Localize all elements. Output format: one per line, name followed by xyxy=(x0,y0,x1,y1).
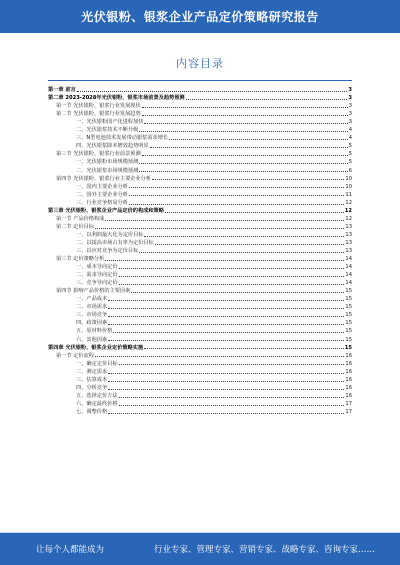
toc-entry[interactable] xyxy=(48,110,352,118)
toc-leader-dots xyxy=(139,171,347,172)
toc-entry[interactable] xyxy=(48,134,352,142)
toc-leader-dots xyxy=(142,155,348,156)
toc-entry[interactable] xyxy=(48,384,352,392)
toc-entry[interactable] xyxy=(48,158,352,166)
toc-leader-dots xyxy=(95,356,344,357)
table-of-contents xyxy=(48,86,352,506)
toc-entry-text: 五、选择定价方法 xyxy=(76,392,118,399)
toc-entry-text: 第四章 光伏银粉、银浆企业定价策略实施 xyxy=(48,344,144,351)
toc-page-number: 14 xyxy=(345,256,352,263)
toc-leader-dots xyxy=(105,260,344,261)
toc-entry[interactable] xyxy=(48,279,352,287)
toc-entry[interactable] xyxy=(48,295,352,303)
toc-leader-dots xyxy=(119,397,345,398)
toc-page-number: 5 xyxy=(348,151,352,158)
toc-entry-text: 第一章 前言 xyxy=(48,87,76,94)
toc-leader-dots xyxy=(119,364,345,365)
toc-leader-dots xyxy=(139,163,347,164)
toc-entry[interactable] xyxy=(48,183,352,191)
toc-page-number: 15 xyxy=(345,296,352,303)
toc-entry-text: 第二节 定价目标 xyxy=(56,223,94,230)
toc-entry-text: 二、国外主要企业分析 xyxy=(76,191,128,198)
footer-expert-list: 行业专家、管理专家、营销专家、战略专家、咨询专家…… xyxy=(154,545,376,555)
toc-entry-text: 五、原材料价格 xyxy=(76,328,113,335)
toc-entry[interactable] xyxy=(48,191,352,199)
toc-entry[interactable] xyxy=(48,352,352,360)
toc-entry-text: 六、确定最终价格 xyxy=(76,400,118,407)
toc-page-number: 13 xyxy=(345,247,352,254)
toc-page-number: 17 xyxy=(345,400,352,407)
toc-entry[interactable] xyxy=(48,118,352,126)
toc-page-number: 17 xyxy=(345,408,352,415)
toc-leader-dots xyxy=(139,252,344,253)
toc-leader-dots xyxy=(119,268,345,269)
toc-entry-text: 七、调整价格 xyxy=(76,408,108,415)
toc-entry[interactable] xyxy=(48,86,352,94)
toc-entry[interactable] xyxy=(48,392,352,400)
toc-leader-dots xyxy=(142,115,348,116)
toc-entry-text: 六、其他因素 xyxy=(76,336,108,343)
toc-entry-text: 一、以利润最大化为定价目标 xyxy=(76,231,144,238)
toc-entry-text: 四、政策因素 xyxy=(76,320,108,327)
toc-entry-text: 三、估算成本 xyxy=(76,376,108,383)
toc-entry-text: 三、行业竞争格局分析 xyxy=(76,199,128,206)
toc-leader-dots xyxy=(165,212,344,213)
toc-leader-dots xyxy=(152,179,344,180)
toc-entry[interactable] xyxy=(48,223,352,231)
toc-entry[interactable] xyxy=(48,142,352,150)
toc-page-number: 16 xyxy=(345,360,352,367)
report-header xyxy=(0,0,400,33)
toc-leader-dots xyxy=(119,405,345,406)
toc-leader-dots xyxy=(155,244,345,245)
toc-leader-dots xyxy=(150,147,348,148)
toc-entry-text: 第四节 光伏银粉、银浆行业主要企业分析 xyxy=(56,175,152,182)
toc-entry-text: 第二章 2023-2028年光伏银粉、银浆市场前景及趋势预测 xyxy=(48,95,185,102)
toc-entry[interactable] xyxy=(48,239,352,247)
toc-page-number: 3 xyxy=(348,87,352,94)
toc-leader-dots xyxy=(108,300,344,301)
toc-entry-text: 第一节 光伏银粉、银浆行业发展现状 xyxy=(56,103,141,110)
toc-entry-text: 一、产品成本 xyxy=(76,296,108,303)
toc-entry[interactable] xyxy=(48,311,352,319)
toc-leader-dots xyxy=(108,373,344,374)
toc-page-number: 10 xyxy=(345,183,352,190)
toc-leader-dots xyxy=(144,236,344,237)
toc-page-number: 16 xyxy=(345,376,352,383)
toc-leader-dots xyxy=(108,413,344,414)
toc-leader-dots xyxy=(144,123,347,124)
toc-page-number: 6 xyxy=(348,167,352,174)
toc-leader-dots xyxy=(144,348,344,349)
toc-page-number: 16 xyxy=(345,384,352,391)
toc-page-number: 15 xyxy=(345,312,352,319)
toc-leader-dots xyxy=(142,107,348,108)
toc-entry-text: 二、光伏银浆市场规模预测 xyxy=(76,167,139,174)
toc-entry[interactable] xyxy=(48,94,352,102)
toc-page-number: 12 xyxy=(345,215,352,222)
report-footer xyxy=(0,533,400,565)
toc-entry[interactable] xyxy=(48,207,352,215)
toc-entry-text: 一、光伏银粉国产化进程加快 xyxy=(76,119,144,126)
toc-leader-dots xyxy=(108,324,344,325)
toc-entry[interactable] xyxy=(48,102,352,110)
toc-entry-text: 第二节 光伏银粉、银浆行业发展趋势 xyxy=(56,111,141,118)
toc-entry[interactable] xyxy=(48,408,352,416)
toc-page-number: 13 xyxy=(345,231,352,238)
toc-entry[interactable] xyxy=(48,327,352,335)
toc-leader-dots xyxy=(119,276,345,277)
toc-page-number: 3 xyxy=(348,119,352,126)
toc-page-number: 15 xyxy=(344,344,352,351)
toc-leader-dots xyxy=(108,381,344,382)
toc-entry-text: 四、分析竞争 xyxy=(76,384,108,391)
toc-page-number: 15 xyxy=(345,288,352,295)
toc-page-number: 10 xyxy=(345,175,352,182)
toc-entry-text: 第一节 产品价格构成 xyxy=(56,215,105,222)
toc-entry[interactable] xyxy=(48,166,352,174)
toc-entry[interactable] xyxy=(48,287,352,295)
toc-entry[interactable] xyxy=(48,263,352,271)
toc-entry[interactable] xyxy=(48,344,352,352)
toc-leader-dots xyxy=(169,139,348,140)
toc-entry-text: 二、需求导向定价 xyxy=(76,272,118,279)
toc-page-number: 5 xyxy=(348,159,352,166)
report-title: 光伏银粉、银浆企业产品定价策略研究报告 xyxy=(81,10,319,24)
toc-entry-text: 第三节 定价策略分析 xyxy=(56,256,105,263)
toc-entry[interactable] xyxy=(48,360,352,368)
toc-page-number: 4 xyxy=(348,127,352,134)
toc-entry[interactable] xyxy=(48,376,352,384)
toc-leader-dots xyxy=(131,292,344,293)
toc-entry-text: 二、以提高市场占有率为定价目标 xyxy=(76,239,154,246)
toc-entry-text: 一、国内主要企业分析 xyxy=(76,183,128,190)
toc-entry-text: 一、成本导向定价 xyxy=(76,264,118,271)
toc-entry-text: 三、竞争导向定价 xyxy=(76,280,118,287)
toc-leader-dots xyxy=(129,195,345,196)
toc-page-number: 14 xyxy=(345,264,352,271)
toc-page-number: 16 xyxy=(345,352,352,359)
toc-entry[interactable] xyxy=(48,215,352,223)
toc-page-number: 3 xyxy=(348,95,352,102)
toc-page-number: 12 xyxy=(344,207,352,214)
toc-page-number: 15 xyxy=(345,304,352,311)
toc-leader-dots xyxy=(108,389,344,390)
toc-leader-dots xyxy=(129,204,345,205)
toc-entry-text: 一、光伏银粉市场规模预测 xyxy=(76,159,139,166)
toc-page-number: 11 xyxy=(345,191,352,198)
toc-entry[interactable] xyxy=(48,199,352,207)
toc-page-number: 15 xyxy=(345,328,352,335)
toc-entry-text: 第三节 光伏银粉、银浆行业前景预测 xyxy=(56,151,141,158)
toc-entry[interactable] xyxy=(48,303,352,311)
toc-page-number: 13 xyxy=(345,223,352,230)
toc-leader-dots xyxy=(105,220,344,221)
toc-entry[interactable] xyxy=(48,231,352,239)
toc-entry[interactable] xyxy=(48,319,352,327)
toc-entry-text: 第三章 光伏银粉、银浆企业产品定价的构成和策略 xyxy=(48,207,164,214)
toc-entry[interactable] xyxy=(48,400,352,408)
toc-entry[interactable] xyxy=(48,255,352,263)
toc-page-number: 15 xyxy=(345,320,352,327)
footer-slogan: 让每个人都能成为 xyxy=(36,545,105,555)
toc-entry-text: 一、确定定价目标 xyxy=(76,360,118,367)
toc-leader-dots xyxy=(77,91,348,92)
toc-divider xyxy=(48,80,352,81)
toc-entry[interactable] xyxy=(48,175,352,183)
toc-entry[interactable] xyxy=(48,126,352,134)
toc-entry[interactable] xyxy=(48,271,352,279)
toc-leader-dots xyxy=(108,308,344,309)
toc-leader-dots xyxy=(113,332,344,333)
toc-page-number: 4 xyxy=(348,135,352,142)
toc-entry-text: 第四节 影响产品价格的主要因素 xyxy=(56,288,131,295)
toc-leader-dots xyxy=(108,340,344,341)
toc-leader-dots xyxy=(129,187,345,188)
toc-heading: 内容目录 xyxy=(176,57,224,70)
toc-page-number: 14 xyxy=(345,272,352,279)
toc-leader-dots xyxy=(139,131,347,132)
toc-entry-text: 三、以应对竞争为定价目标 xyxy=(76,247,139,254)
toc-entry[interactable] xyxy=(48,247,352,255)
toc-page-number: 15 xyxy=(345,336,352,343)
toc-entry-text: 二、市场需求 xyxy=(76,304,108,311)
toc-entry-text: 二、测定需求 xyxy=(76,368,108,375)
toc-leader-dots xyxy=(95,228,344,229)
toc-entry[interactable] xyxy=(48,368,352,376)
toc-page-number: 12 xyxy=(345,199,352,206)
toc-page-number: 5 xyxy=(348,143,352,150)
toc-entry-text: 三、N型电池技术发展带动银浆需求增长 xyxy=(76,135,169,142)
toc-leader-dots xyxy=(108,316,344,317)
toc-leader-dots xyxy=(186,99,348,100)
toc-entry[interactable] xyxy=(48,150,352,158)
toc-page-number: 13 xyxy=(345,239,352,246)
toc-entry-text: 第一节 定价流程 xyxy=(56,352,94,359)
toc-page-number: 3 xyxy=(348,111,352,118)
toc-page-number: 14 xyxy=(345,280,352,287)
toc-page-number: 16 xyxy=(345,392,352,399)
toc-entry-text: 四、光伏银浆降本增效趋势明显 xyxy=(76,143,149,150)
toc-entry[interactable] xyxy=(48,335,352,343)
toc-leader-dots xyxy=(119,284,345,285)
toc-page-number: 16 xyxy=(345,368,352,375)
toc-entry-text: 三、市场竞争 xyxy=(76,312,108,319)
toc-entry-text: 二、光伏银浆技术不断升级 xyxy=(76,127,139,134)
toc-page-number: 3 xyxy=(348,103,352,110)
